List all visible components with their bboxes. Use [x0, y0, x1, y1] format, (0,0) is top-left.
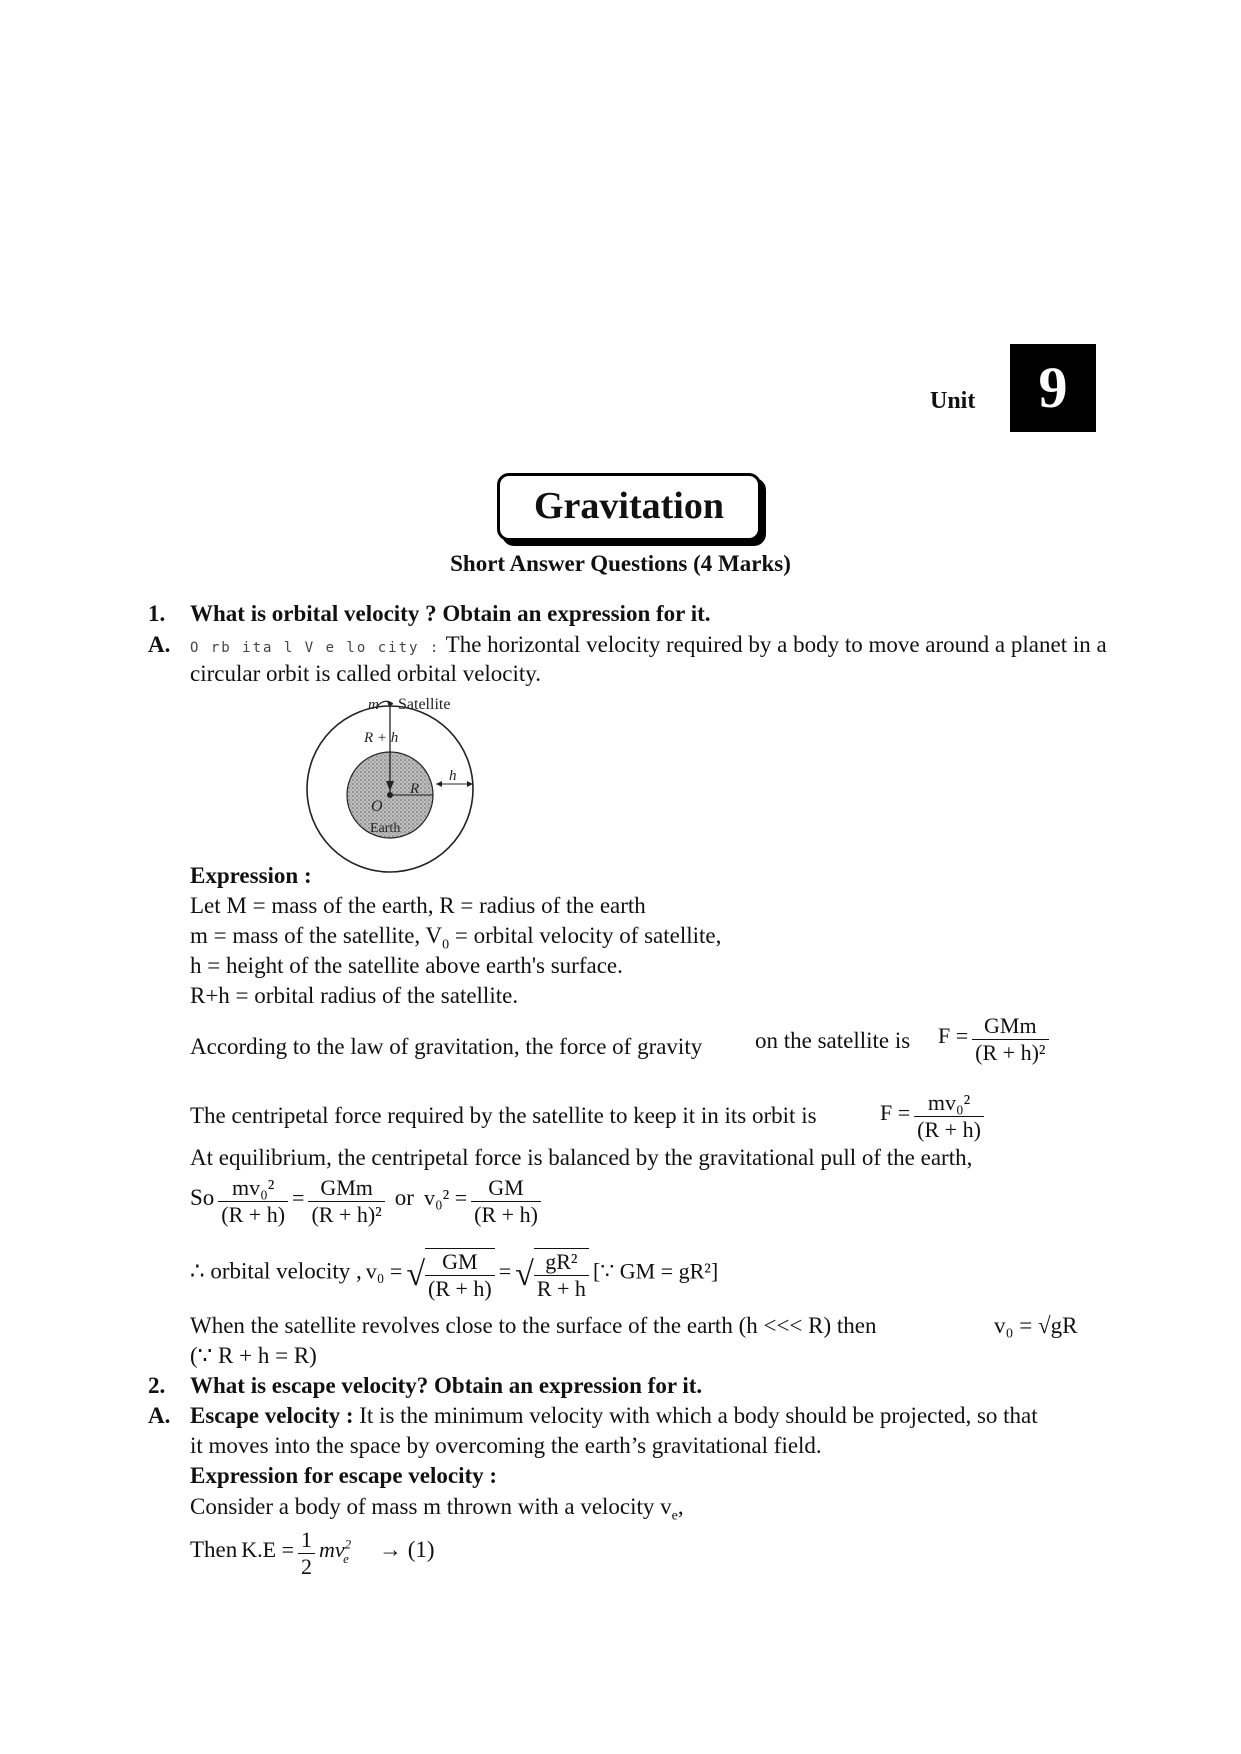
definition-mass-satellite: m = mass of the satellite, $V_0$ = orbital velocity of satellite,	[190, 923, 722, 953]
close-orbit-note: (∵ R + h = R)	[190, 1343, 317, 1368]
section-subtitle: Short Answer Questions (4 Marks)	[450, 551, 791, 576]
satellite-label: Satellite	[398, 696, 451, 713]
centripetal-force-formula: F = $\frac{\text{mv₀²}}{(R + h)}$	[880, 1090, 984, 1143]
orbital-radius-label: R + h	[364, 730, 399, 746]
question-2-number: 2.	[148, 1373, 166, 1398]
answer-2-definition-line1: Escape velocity : It is the minimum velocity with which a body should be projected, so that	[190, 1403, 1038, 1428]
equilibrium-text: At equilibrium, the centripetal force is balanced by the gravitational pull of the earth,	[190, 1145, 973, 1170]
close-orbit-result: v₀ = √gR	[994, 1313, 1078, 1338]
orbital-velocity-definition: The horizontal velocity required by a body to move around a planet in a	[445, 632, 1107, 657]
answer-2-marker: A.	[148, 1403, 171, 1428]
definition-mass-earth: Let M = mass of the earth, R = radius of the earth	[190, 893, 646, 918]
question-1-number: 1.	[148, 601, 166, 626]
centripetal-force-text: The centripetal force required by the satellite to keep it in its orbit is	[190, 1103, 817, 1128]
center-o-label: O	[371, 798, 383, 815]
answer-2-definition-line2: it moves into the space by overcoming the earth’s gravitational field.	[190, 1433, 822, 1458]
definition-orbital-radius: R+h = orbital radius of the satellite.	[190, 983, 519, 1008]
gravity-force-text: According to the law of gravitation, the force of gravity	[190, 1034, 703, 1059]
earth-label: Earth	[370, 821, 401, 836]
question-1-text: What is orbital velocity ? Obtain an expression for it.	[190, 601, 711, 626]
gravity-force-text-2: on the satellite is	[755, 1028, 911, 1053]
orbital-velocity-term: O rb ita l V e lo city :	[190, 640, 441, 656]
orbital-velocity-result: ∴ orbital velocity , v₀ = √ $\frac{GM}{(R + h)}$ = √ $\frac{\text{gR²}}{R + h}$ [∵ GM = gR²]	[190, 1249, 719, 1301]
orbit-diagram	[296, 695, 496, 875]
height-label: h	[449, 768, 457, 784]
equilibrium-equation: So $\frac{\text{mv₀²}}{(R + h)}$ = $\frac{\text{GMm}}{\text{(R + h)²}}$ or v₀² = $\frac{GM}{(R + h)}$	[190, 1175, 541, 1228]
question-2-text: What is escape velocity? Obtain an expression for it.	[190, 1373, 703, 1398]
chapter-title: Gravitation	[497, 473, 761, 541]
escape-expression-heading: Expression for escape velocity :	[190, 1463, 498, 1488]
radius-label: R	[410, 781, 420, 797]
close-orbit-text: When the satellite revolves close to the surface of the earth (h <<< R) then	[190, 1313, 877, 1338]
mass-m-label: m	[368, 697, 379, 713]
answer-1-marker: A.	[148, 632, 171, 657]
answer-1-definition-line2: circular orbit is called orbital velocity.	[190, 661, 542, 686]
kinetic-energy-equation: Then K.E = $\frac{1}{2}$ $mv^2_e \to (1)$	[190, 1527, 435, 1579]
expression-heading: Expression :	[190, 863, 312, 888]
escape-velocity-term: Escape velocity :	[190, 1403, 354, 1428]
unit-label: Unit	[930, 388, 976, 414]
consider-text: Consider a body of mass m thrown with a velocity $v_e$,	[190, 1494, 684, 1524]
unit-number-badge: 9	[1010, 344, 1096, 432]
gravity-force-formula: F = $\frac{\text{GMm}}{\text{(R + h)²}}$	[938, 1013, 1049, 1066]
definition-height: h = height of the satellite above earth's surface.	[190, 953, 623, 978]
